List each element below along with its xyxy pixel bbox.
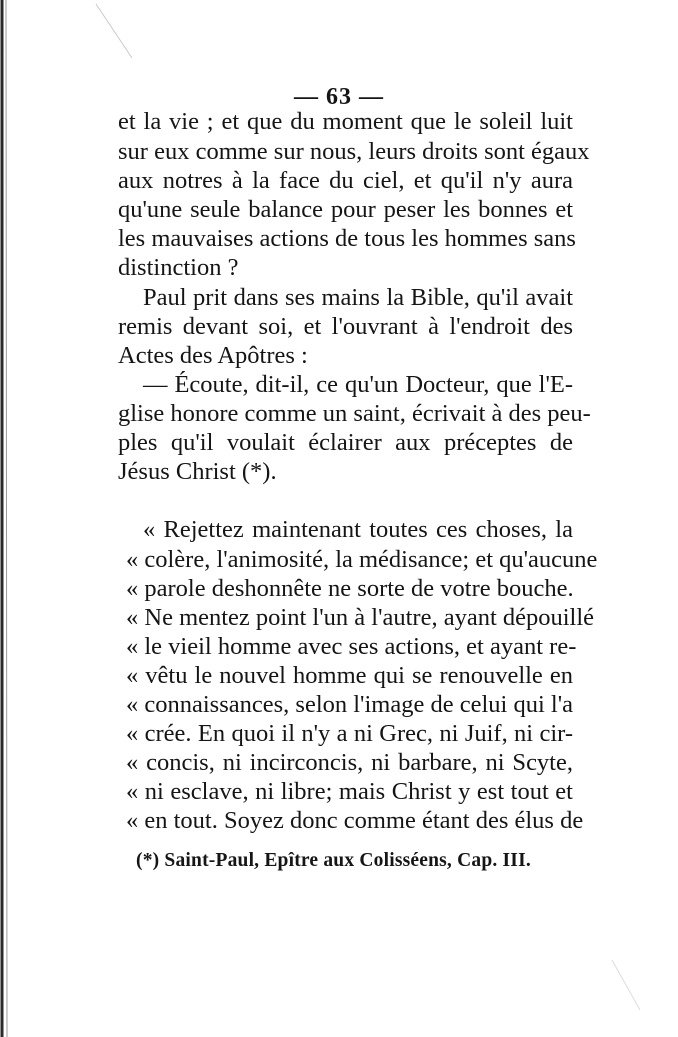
page-number: — 63 — bbox=[294, 84, 384, 110]
text-line: Actes des Apôtres : bbox=[118, 342, 308, 369]
text-line: et la vie ; et que du moment que le soleil luit bbox=[118, 108, 573, 135]
quote-line: « connaissances, selon l'image de celui qui l'a bbox=[126, 691, 573, 718]
text-line: distinction ? bbox=[118, 254, 239, 281]
footnote: (*) Saint-Paul, Epître aux Colisséens, Cap. III. bbox=[136, 850, 531, 871]
text-line: glise honore comme un saint, écrivait à des peu- bbox=[118, 400, 591, 427]
quote-line: « concis, ni incirconcis, ni barbare, ni Scyte, bbox=[126, 749, 573, 776]
text-line: ples qu'il voulait éclairer aux préceptes de bbox=[118, 429, 573, 456]
text-line: aux notres à la face du ciel, et qu'il n'y aura bbox=[118, 167, 573, 194]
quote-line: « vêtu le nouvel homme qui se renouvelle en bbox=[126, 662, 573, 689]
text-line: les mauvaises actions de tous les hommes sans bbox=[118, 225, 576, 252]
text-line: remis devant soi, et l'ouvrant à l'endroit des bbox=[118, 313, 573, 340]
text-line: sur eux comme sur nous, leurs droits sont égaux bbox=[118, 138, 590, 165]
quote-line: « Ne mentez point l'un à l'autre, ayant dépouillé bbox=[126, 604, 595, 631]
quote-line: « en tout. Soyez donc comme étant des élus de bbox=[126, 807, 584, 834]
quote-line: « parole deshonnête ne sorte de votre bouche. bbox=[126, 575, 574, 602]
quote-line: « colère, l'animosité, la médisance; et qu'aucune bbox=[126, 546, 598, 573]
quote-line: « crée. En quoi il n'y a ni Grec, ni Juif, ni cir- bbox=[126, 720, 573, 747]
text-line: qu'une seule balance pour peser les bonnes et bbox=[118, 196, 573, 223]
quote-line: « ni esclave, ni libre; mais Christ y est tout et bbox=[126, 778, 573, 805]
quote-line: « le vieil homme avec ses actions, et ayant re- bbox=[126, 633, 577, 660]
text-line: Jésus Christ (*). bbox=[118, 458, 277, 485]
text-line: — Écoute, dit-il, ce qu'un Docteur, que l'E- bbox=[143, 371, 573, 398]
text-line: Paul prit dans ses mains la Bible, qu'il avait bbox=[143, 284, 573, 311]
quote-line: « Rejettez maintenant toutes ces choses, la bbox=[143, 516, 573, 543]
